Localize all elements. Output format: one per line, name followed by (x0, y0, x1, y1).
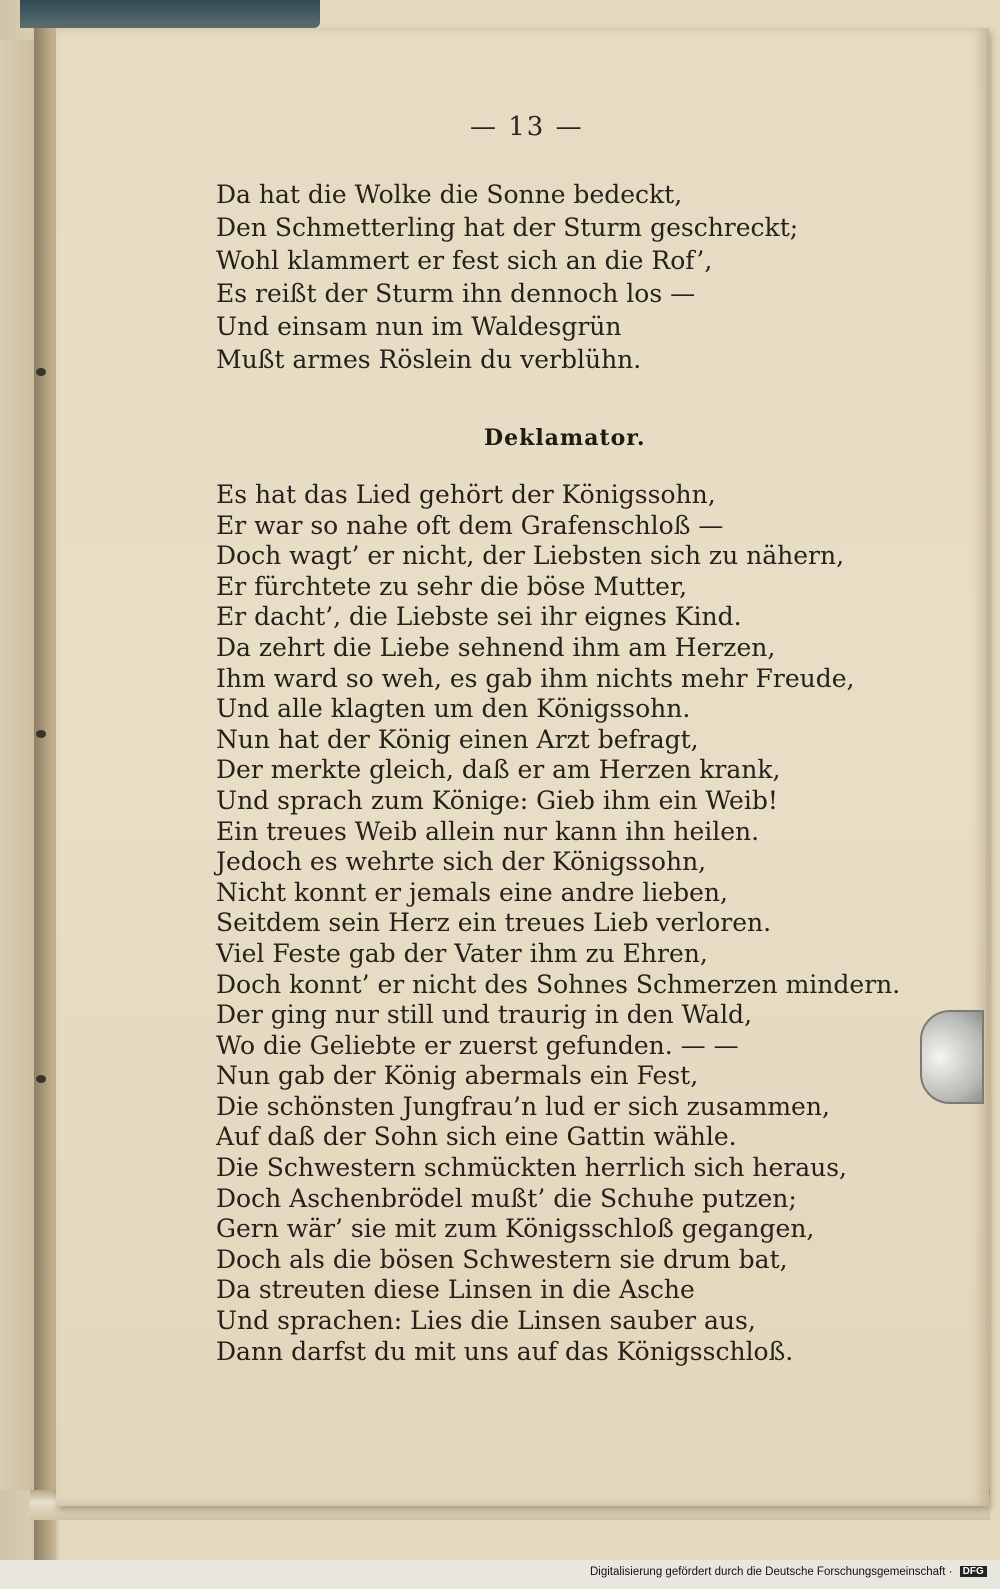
binding-stitch (36, 368, 46, 376)
page-number: — 13 — (470, 112, 584, 142)
verse-line: Die Schwestern schmückten herrlich sich heraus, (216, 1153, 847, 1183)
verse-line: Gern wär’ sie mit zum Königsschloß gegangen, (216, 1214, 815, 1244)
stanza-2 (216, 480, 900, 1367)
verse-line: Es hat das Lied gehört der Königssohn, (216, 480, 716, 509)
binding-stitch (36, 730, 46, 738)
verse-line: Doch als die bösen Schwestern sie drum bat, (216, 1244, 788, 1274)
verse-line: Ihm ward so weh, es gab ihm nichts mehr Freude, (216, 663, 855, 693)
verse-line: Er dacht’, die Liebste sei ihr eignes Kind. (216, 602, 742, 632)
spine-cover-strip (20, 0, 320, 28)
verse-line: Die schönsten Jungfrau’n lud er sich zusammen, (216, 1091, 830, 1121)
verse-line: Wo die Geliebte er zuerst gefunden. — — (216, 1030, 739, 1060)
verse-line: Jedoch es wehrte sich der Königssohn, (216, 847, 707, 877)
book-spine (34, 0, 56, 1560)
verse-line: Ein treues Weib allein nur kann ihn heilen. (216, 816, 760, 846)
verse-line: Doch konnt’ er nicht des Sohnes Schmerzen mindern. (216, 969, 901, 999)
verse-line: Der merkte gleich, daß er am Herzen krank, (216, 755, 781, 785)
verse-line: Viel Feste gab der Vater ihm zu Ehren, (216, 938, 708, 968)
verse-line: Da hat die Wolke die Sonne bedeckt, (216, 180, 683, 209)
section-heading: Deklamator. (484, 425, 646, 451)
verse-line: Es reißt der Sturm ihn dennoch los — (216, 279, 696, 308)
verse-line: Den Schmetterling hat der Sturm geschreckt; (216, 213, 799, 242)
verse-line: Auf daß der Sohn sich eine Gattin wähle. (216, 1122, 737, 1152)
verse-line: Und sprachen: Lies die Linsen sauber aus, (216, 1306, 756, 1336)
verse-line: Der ging nur still und traurig in den Wald, (216, 1000, 753, 1030)
verse-line: Nun gab der König abermals ein Fest, (216, 1061, 699, 1091)
verse-line: Doch wagt’ er nicht, der Liebsten sich zu nähern, (216, 541, 845, 571)
digitization-footer (590, 1566, 987, 1578)
left-page-edge (0, 40, 36, 1490)
verse-line: Wohl klammert er fest sich an die Rof’, (216, 246, 713, 275)
verse-line: Seitdem sein Herz ein treues Lieb verloren. (216, 908, 772, 938)
verse-line: Dann darfst du mit uns auf das Königsschloß. (216, 1336, 794, 1366)
verse-line: Nun hat der König einen Arzt befragt, (216, 724, 699, 754)
verse-line: Mußt armes Röslein du verblühn. (216, 345, 642, 374)
stanza-1 (216, 178, 798, 376)
verse-line: Und sprach zum Könige: Gieb ihm ein Weib! (216, 785, 778, 815)
verse-line: Und alle klagten um den Königssohn. (216, 694, 691, 724)
verse-line: Da streuten diese Linsen in die Asche (216, 1275, 695, 1305)
verse-line: Da zehrt die Liebe sehnend ihm am Herzen, (216, 632, 776, 662)
footer-text: Digitalisierung gefördert durch die Deutsche Forschungsgemeinschaft · (590, 1566, 953, 1578)
binding-stitch (36, 1075, 46, 1083)
verse-line: Und einsam nun im Waldesgrün (216, 312, 622, 341)
verse-line: Er fürchtete zu sehr die böse Mutter, (216, 571, 688, 601)
dfg-logo-icon: DFG (960, 1566, 987, 1577)
verse-line: Nicht konnt er jemals eine andre lieben, (216, 877, 728, 907)
verse-line: Er war so nahe oft dem Grafenschloß — (216, 510, 724, 540)
page-clip (920, 1010, 984, 1104)
verse-line: Doch Aschenbrödel mußt’ die Schuhe putzen; (216, 1183, 797, 1213)
